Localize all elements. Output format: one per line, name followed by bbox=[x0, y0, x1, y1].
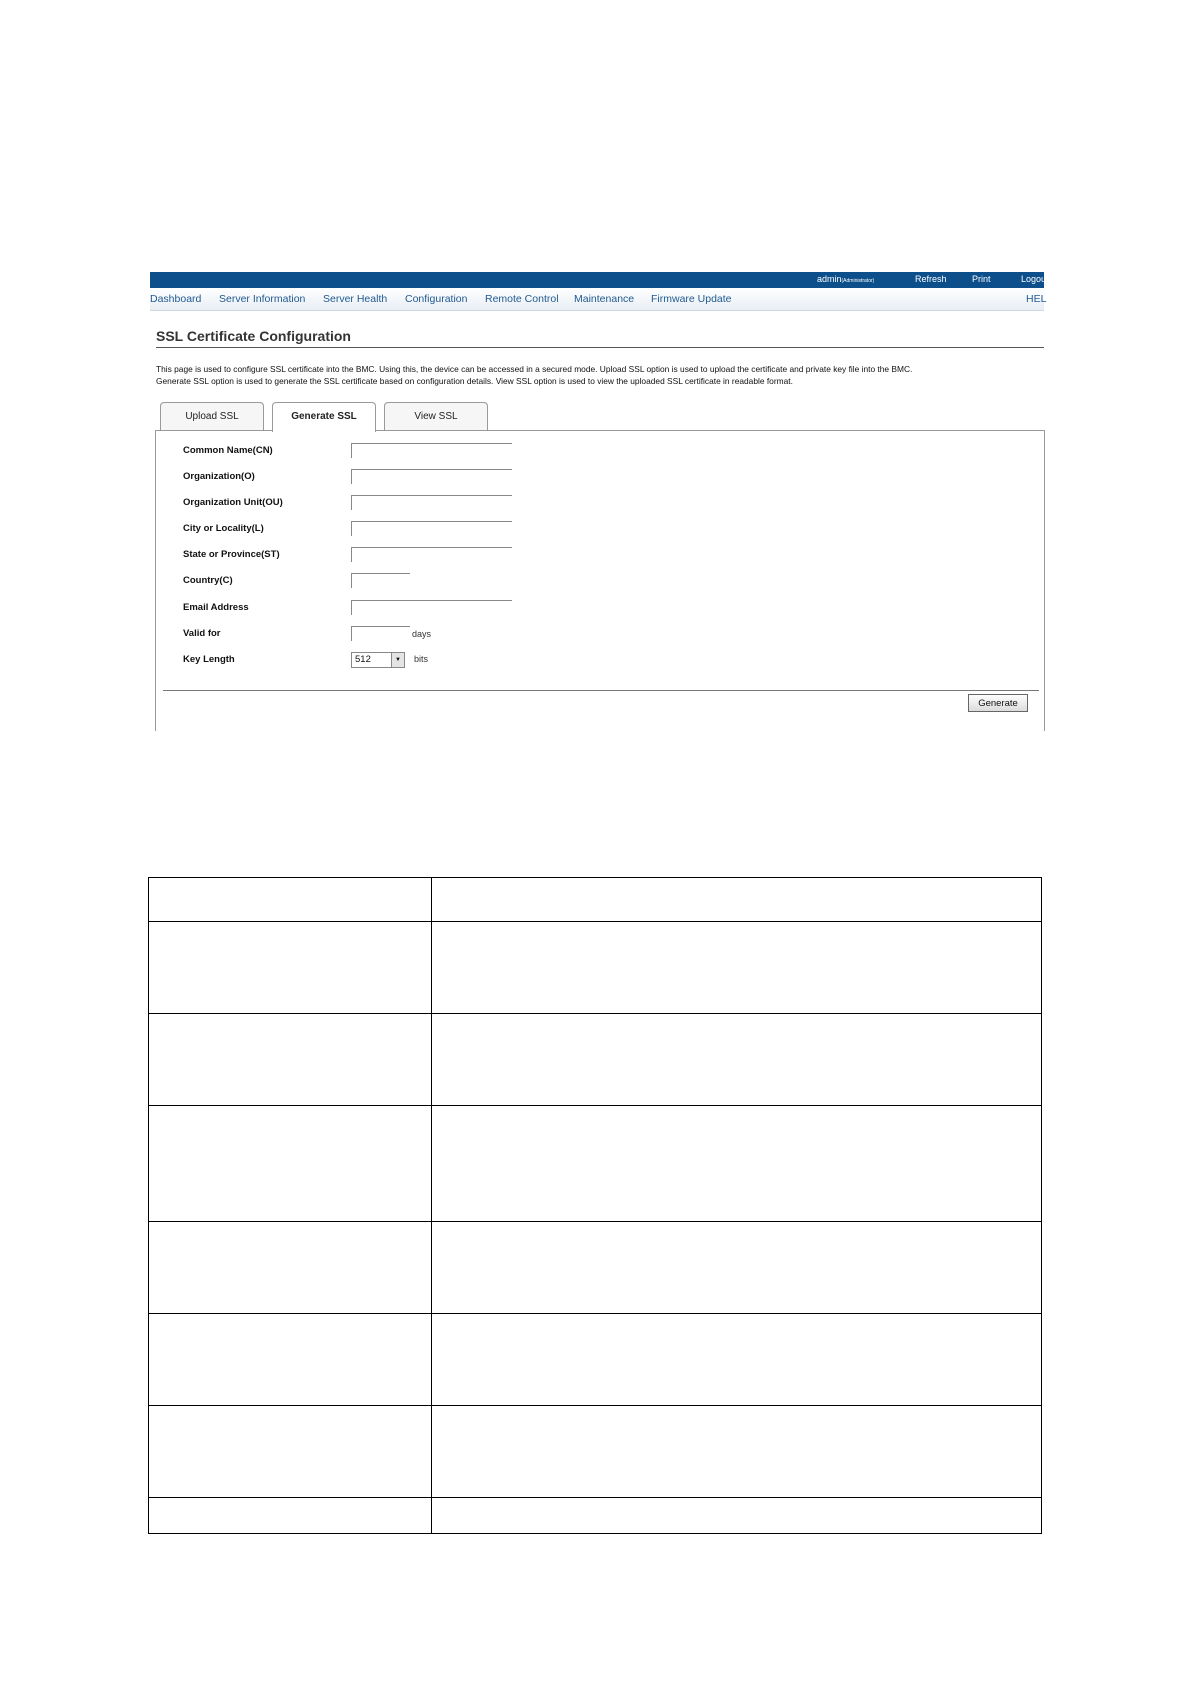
table-row bbox=[149, 1222, 1042, 1314]
screenshot-figure bbox=[150, 272, 1047, 724]
table-row bbox=[149, 1106, 1042, 1222]
field-label-organization-unit: Organization Unit(OU) bbox=[183, 497, 283, 508]
nav-maintenance[interactable]: Maintenance bbox=[574, 293, 635, 305]
table-row bbox=[149, 1014, 1042, 1106]
key-length-unit: bits bbox=[414, 654, 429, 664]
table-cell bbox=[149, 878, 432, 922]
page-title: SSL Certificate Configuration bbox=[156, 328, 351, 344]
nav-dashboard[interactable]: Dashboard bbox=[150, 293, 202, 305]
table-cell bbox=[432, 1406, 1042, 1498]
table-row bbox=[149, 1498, 1042, 1534]
user-name: admin bbox=[817, 274, 842, 284]
state-input[interactable] bbox=[351, 547, 512, 562]
field-label-common-name: Common Name(CN) bbox=[183, 445, 273, 456]
field-label-state: State or Province(ST) bbox=[183, 549, 280, 560]
nav-firmware-update[interactable]: Firmware Update bbox=[651, 293, 732, 305]
field-label-organization: Organization(O) bbox=[183, 471, 255, 482]
nav-server-information[interactable]: Server Information bbox=[219, 293, 306, 305]
table-cell bbox=[149, 1014, 432, 1106]
top-bar bbox=[150, 272, 1047, 288]
field-description-table bbox=[148, 877, 1042, 1534]
nav-configuration[interactable]: Configuration bbox=[405, 293, 468, 305]
organization-input[interactable] bbox=[351, 469, 512, 484]
nav-remote-control[interactable]: Remote Control bbox=[485, 293, 559, 305]
country-input[interactable] bbox=[351, 573, 410, 588]
table-cell bbox=[432, 1498, 1042, 1534]
print-link[interactable]: Print bbox=[972, 274, 991, 284]
page-description bbox=[156, 363, 1044, 387]
logout-link[interactable]: Logou bbox=[1021, 274, 1047, 284]
table-row bbox=[149, 922, 1042, 1014]
table-cell bbox=[432, 878, 1042, 922]
user-info bbox=[817, 274, 874, 284]
organization-unit-input[interactable] bbox=[351, 495, 512, 510]
nav-server-health[interactable]: Server Health bbox=[323, 293, 388, 305]
table-cell bbox=[149, 1106, 432, 1222]
chevron-down-icon[interactable]: ▼ bbox=[391, 653, 404, 667]
table-cell bbox=[432, 1222, 1042, 1314]
field-label-city: City or Locality(L) bbox=[183, 523, 264, 534]
city-input[interactable] bbox=[351, 521, 512, 536]
title-divider bbox=[156, 347, 1044, 348]
table-cell bbox=[149, 1498, 432, 1534]
description-line: This page is used to configure SSL certificate into the BMC. Using this, the device can be accessed in a secured mode. Upload SSL option is used to upload the certificate and private key file into the BMC. bbox=[156, 364, 913, 374]
table-row bbox=[149, 878, 1042, 922]
generate-ssl-panel bbox=[155, 430, 1045, 731]
tab-upload-ssl[interactable]: Upload SSL bbox=[160, 402, 264, 431]
user-role: (Administrator) bbox=[841, 278, 875, 284]
table-cell bbox=[432, 1014, 1042, 1106]
tab-generate-ssl[interactable]: Generate SSL bbox=[272, 402, 376, 432]
tab-view-ssl[interactable]: View SSL bbox=[384, 402, 488, 431]
nav-help[interactable]: HEL bbox=[1026, 293, 1047, 305]
field-label-email: Email Address bbox=[183, 602, 249, 613]
table-cell bbox=[149, 1406, 432, 1498]
email-input[interactable] bbox=[351, 600, 512, 615]
table-cell bbox=[149, 1222, 432, 1314]
table-cell bbox=[149, 1314, 432, 1406]
valid-for-unit: days bbox=[412, 629, 432, 639]
common-name-input[interactable] bbox=[351, 443, 512, 458]
main-nav bbox=[150, 288, 1047, 311]
field-label-country: Country(C) bbox=[183, 575, 233, 586]
form-divider bbox=[163, 690, 1039, 691]
description-line: Generate SSL option is used to generate the SSL certificate based on configuration details. View SSL option is used to view the uploaded SSL certificate in readable format. bbox=[156, 376, 793, 386]
key-length-value: 512 bbox=[355, 654, 371, 665]
table-cell bbox=[432, 1106, 1042, 1222]
refresh-link[interactable]: Refresh bbox=[915, 274, 947, 284]
table-cell bbox=[149, 922, 432, 1014]
table-cell bbox=[432, 922, 1042, 1014]
field-label-valid-for: Valid for bbox=[183, 628, 221, 639]
field-label-key-length: Key Length bbox=[183, 654, 235, 665]
valid-for-input[interactable] bbox=[351, 626, 410, 641]
table-cell bbox=[432, 1314, 1042, 1406]
table-row bbox=[149, 1406, 1042, 1498]
key-length-select[interactable] bbox=[351, 652, 405, 668]
generate-button[interactable]: Generate bbox=[968, 694, 1028, 712]
table-row bbox=[149, 1314, 1042, 1406]
